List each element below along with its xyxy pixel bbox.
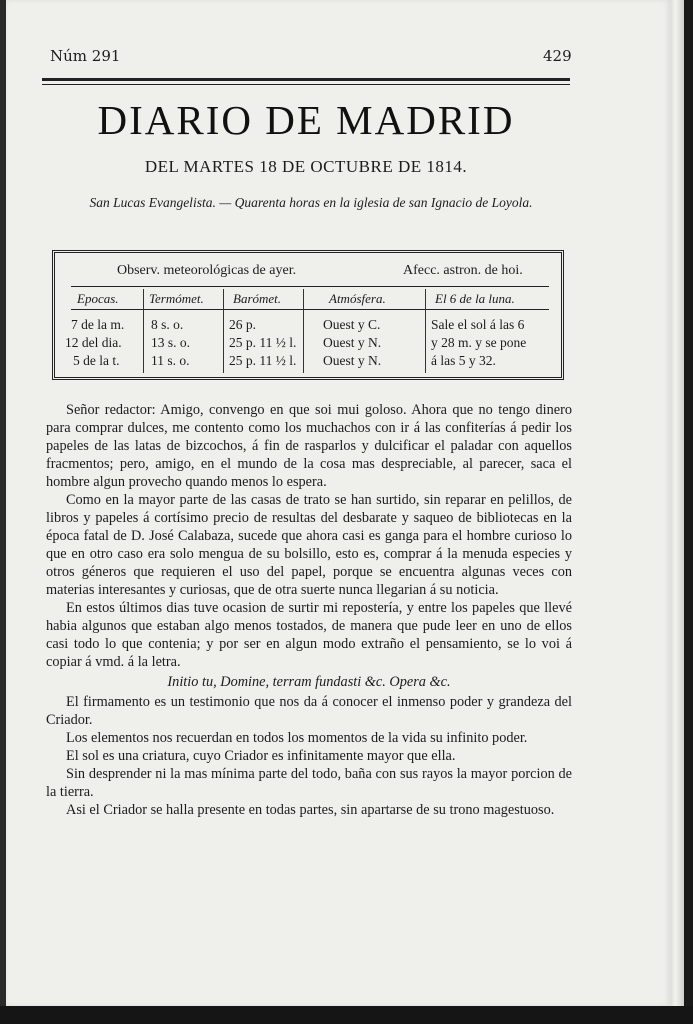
row3-epoca: 5 de la t. xyxy=(73,353,120,368)
weather-table xyxy=(52,250,564,380)
astronomy-heading: Afecc. astron. de hoi. xyxy=(403,263,523,278)
col-epocas: Epocas. xyxy=(77,291,119,306)
col-divider xyxy=(303,289,304,373)
row2-epoca: 12 del dia. xyxy=(65,335,122,350)
row3-baro: 25 p. 11 ½ l. xyxy=(229,353,297,368)
row3-atmos: Ouest y N. xyxy=(323,353,382,368)
moon-line-1: Sale el sol á las 6 xyxy=(431,317,525,332)
moon-line-3: á las 5 y 32. xyxy=(431,353,496,368)
col-divider xyxy=(223,289,224,373)
row1-baro: 26 p. xyxy=(229,317,256,332)
row1-epoca: 7 de la m. xyxy=(71,317,125,332)
col-divider xyxy=(143,289,144,373)
col-divider xyxy=(425,289,426,373)
saint-notice: San Lucas Evangelista. — Quarenta horas en la iglesia de san Ignacio de Loyola. xyxy=(89,195,533,210)
issue-number: Núm 291 xyxy=(50,47,121,65)
paragraph: Como en la mayor parte de las casas de trato se han surtido, sin reparar en pelillos, de libros y papeles á cortísimo precio de resultas del desbarate y saqueo de bibliotecas en la época fatal de D. José Calabaza, sucede que ahora casi es ganga para el hombre curioso lo que en otro caso era solo mengua de su bolsillo, esto es, comprar á la menuda especies y otros géneros que requieren el uso del papel, porque se encuentra algunas veces con materias interesantes y curiosas, que de otra suerte nunca llegarian á su noticia. xyxy=(46,492,572,598)
col-termometro: Termómet. xyxy=(149,291,204,306)
weather-heading: Observ. meteorológicas de ayer. xyxy=(117,263,297,278)
paragraph: En estos últimos dias tuve ocasion de surtir mi repostería, y entre los papeles que llevé habia algunos que estaban algo menos tostados, de manera que pude leer en uno de ellos casi todo lo que contenia; y por ser en algun modo extraño el pensamiento, se lo voi á copiar á vmd. á la letra. xyxy=(46,600,572,670)
scan-border xyxy=(0,1006,693,1024)
verse: Asi el Criador se halla presente en todas partes, sin apartarse de su trono magestuoso. xyxy=(66,802,555,818)
col-luna: El 6 de la luna. xyxy=(435,291,515,306)
row2-atmos: Ouest y N. xyxy=(323,335,382,350)
row2-term: 13 s. o. xyxy=(151,335,191,350)
page-number: 429 xyxy=(543,47,572,65)
row2-baro: 25 p. 11 ½ l. xyxy=(229,335,297,350)
newspaper-title: DIARIO DE MADRID xyxy=(97,97,515,143)
verse: El firmamento es un testimonio que nos da á conocer el inmenso poder y grandeza del Criador. xyxy=(46,694,572,728)
header-rule-thin xyxy=(42,84,570,85)
article-body xyxy=(46,401,572,819)
paragraph: Señor redactor: Amigo, convengo en que soi mui goloso. Ahora que no tengo dinero para comprar dulces, me contento como los muchachos con ir á las confiterías á pedir los papeles de las latas de bizcochos, á fin de rasparlos y dulcificar el paladar con aquellos fracmentos; pero, amigo, en el mundo de la cosa mas despreciable, al parecer, saca el hombre algun provecho quando menos lo espera. xyxy=(46,402,572,490)
page-edge xyxy=(670,0,684,1010)
verse: Sin desprender ni la mas mínima parte del todo, baña con sus rayos la mayor porcion de la tierra. xyxy=(46,766,572,800)
row1-term: 8 s. o. xyxy=(151,317,184,332)
moon-line-2: y 28 m. y se pone xyxy=(431,335,527,350)
issue-date: DEL MARTES 18 DE OCTUBRE DE 1814. xyxy=(144,157,468,176)
header-rule-thick xyxy=(42,78,570,81)
newspaper-page xyxy=(6,0,670,1006)
verse: El sol es una criatura, cuyo Criador es infinitamente mayor que ella. xyxy=(66,748,456,764)
row1-atmos: Ouest y C. xyxy=(323,317,381,332)
latin-heading: Initio tu, Domine, terram fundasti &c. Opera &c. xyxy=(167,674,451,690)
table-rule xyxy=(71,286,549,287)
col-atmosfera: Atmósfera. xyxy=(329,291,386,306)
row3-term: 11 s. o. xyxy=(151,353,190,368)
verse: Los elementos nos recuerdan en todos los momentos de la vida su infinito poder. xyxy=(66,730,528,746)
col-barometro: Barómet. xyxy=(233,291,282,306)
